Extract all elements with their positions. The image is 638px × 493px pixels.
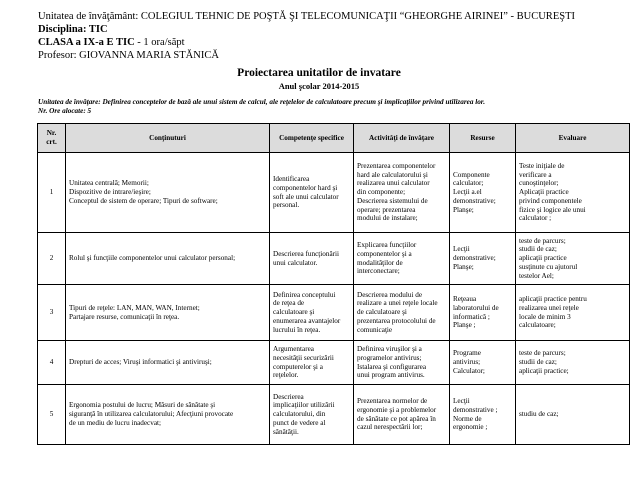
class-hours: - 1 ora/săpt [134,37,185,48]
table-row [38,285,630,341]
learning-unit: Unitatea de învăţare: Definirea conceptelor de bază ale unui sistem de calcul, ale reţelelor de calculatoare precum şi implicaţiilor privind utilizarea lor. [38,98,485,106]
cell-line: calculatoare; [519,321,556,330]
cell-line: studii de caz; [519,358,557,367]
row-evaluare [516,341,630,385]
col-evaluare: Evaluare [516,124,630,153]
cell-line: Istalarea şi configurarea [357,362,427,371]
class-line [38,36,185,49]
cell-line: calculatorului, din [273,410,326,419]
cell-line: soft ale unui calculator [273,192,339,201]
cell-line: Lecţii [453,397,470,406]
cell-line: fizice şi logice ale unui [519,205,586,214]
row-evaluare [516,233,630,285]
row-continut [66,341,270,385]
row-activitati [354,233,450,285]
col-nr: Nr. crt. [38,124,66,153]
row-competente [270,341,354,385]
cell-line: personal. [273,201,300,210]
cell-line: studii de caz; [519,245,557,254]
page-title: Proiectarea unitatilor de invatare [237,67,401,79]
row-activitati [354,153,450,233]
cell-line: Prezentarea normelor de [357,397,428,406]
table-row [38,385,630,445]
cell-line: ergonomie şi a problemelor [357,405,437,414]
cell-line: demonstrative; [453,254,496,263]
cell-line: Definirea conceptului [273,290,336,299]
cell-line: din componente; [357,188,406,197]
cell-line: Reţeaua [453,295,477,304]
cell-line: Unitatea centrală; Memorii; [69,179,149,188]
cell-line: Tipuri de reţele: LAN, MAN, WAN, Internet; [69,303,200,312]
cell-line: Descrierea modului de [357,290,423,299]
discipline-line [38,23,108,36]
cell-line: Descrierea funcţionării [273,249,340,258]
col-continut: Conţinuturi [66,124,270,153]
planning-table [37,123,630,445]
cell-line: informatică ; [453,312,490,321]
cell-line: de sănătate ce pot apărea în [357,414,436,423]
row-activitati [354,385,450,445]
cell-line: Teste iniţiale de [519,162,565,171]
cell-line: componentelor şi a [357,249,412,258]
cell-line: de calculatoare şi [357,308,407,317]
row-activitati [354,341,450,385]
row-resurse [450,385,516,445]
cell-line: Descrierea [273,392,304,401]
cell-line: Ergonomia postului de lucru; Măsuri de sănătate şi [69,401,216,410]
row-resurse [450,233,516,285]
cell-line: implicaţiilor utilizării [273,401,335,410]
table-row [38,341,630,385]
cell-line: demonstrative ; [453,405,498,414]
row-competente [270,285,354,341]
cell-line: Prezentarea componentelor [357,162,436,171]
discipline-value: : TIC [82,24,108,35]
row-activitati [354,285,450,341]
row-competente [270,153,354,233]
cell-line: realizarea unei reţele [519,303,579,312]
cell-line: studiu de caz; [519,410,559,419]
row-evaluare [516,285,630,341]
cell-line: cunoştinţelor; [519,179,559,188]
row-evaluare [516,153,630,233]
cell-line: computerelor şi a [273,362,323,371]
table-row [38,233,630,285]
row-number: 2 [38,233,66,285]
cell-line: Argumentarea [273,345,314,354]
cell-line: Calculator; [453,366,485,375]
row-continut [66,153,270,233]
cell-line: calculatoare şi [273,308,315,317]
cell-line: componentelor hard şi [273,183,338,192]
school-line: Unitatea de învăţământ: COLEGIUL TEHNIC DE POŞTĂ ŞI TELECOMUNICAŢII “GHEORGHE AIRINEI” - BUCUREŞTI [38,11,575,22]
row-number: 5 [38,385,66,445]
cell-line: de reţea de [273,299,305,308]
cell-line: Identificarea [273,175,310,184]
cell-line: aplicaţii practice [519,254,567,263]
cell-line: interconectare; [357,267,400,276]
row-number: 1 [38,153,66,233]
class-label: CLASA a IX-a E TIC [38,37,135,48]
cell-line: prezentarea protocolului de [357,316,436,325]
cell-line: antivirus; [453,358,481,367]
cell-line: siguranţă în utilizarea calculatorului; Afecţiuni provocate [69,410,234,419]
cell-line: lucrului în reţea. [273,325,321,334]
allocated-hours: Nr. Ore alocate: 5 [38,107,92,115]
discipline-label: Disciplina [38,24,83,35]
cell-line: calculator ; [519,214,552,223]
row-competente [270,233,354,285]
col-activitati: Activităţi de învăţare [354,124,450,153]
cell-line: necesităţii securizării [273,353,334,362]
cell-line: Drepturi de acces; Viruşi informatici şi antiviruşi; [69,358,212,367]
cell-line: realizare a unei reţele locale [357,299,438,308]
cell-line: Definirea viruşilor şi a [357,345,422,354]
cell-line: realizarea unui calculator [357,179,430,188]
cell-line: modalităţilor de [357,258,403,267]
cell-line: Lecţii a.el [453,188,482,197]
row-continut [66,285,270,341]
cell-line: cazul nerespectării lor; [357,423,423,432]
cell-line: Planşe; [453,205,474,214]
cell-line: locale de minim 3 [519,312,571,321]
cell-line: enumerarea avantajelor [273,316,341,325]
cell-line: aplicaţii practice; [519,366,569,375]
cell-line: aplicaţii practice pentru [519,295,587,304]
cell-line: Rolul şi funcţiile componentelor unui calculator personal; [69,254,236,263]
cell-line: Aplicaţii practice [519,188,569,197]
cell-line: operare; prezentarea [357,205,416,214]
cell-line: modului de instalare; [357,214,418,223]
cell-line: Planşe; [453,262,474,271]
row-competente [270,385,354,445]
row-number: 4 [38,341,66,385]
cell-line: calculator; [453,179,484,188]
cell-line: susţinute cu ajutorul [519,262,578,271]
cell-line: Norme de [453,414,482,423]
cell-line: ergonomie ; [453,423,488,432]
cell-line: demonstrative; [453,196,496,205]
cell-line: verificare a [519,170,552,179]
row-resurse [450,285,516,341]
cell-line: hard ale calculatorului şi [357,170,428,179]
cell-line: unui calculator. [273,258,318,267]
cell-line: Lecţii [453,245,470,254]
cell-line: sănătăţii. [273,427,299,436]
cell-line: privind componentele [519,196,582,205]
col-resurse: Resurse [450,124,516,153]
cell-line: comunicaţie [357,325,393,334]
cell-line: Descrierea sistemului de [357,196,428,205]
table-header-row [38,124,630,153]
cell-line: reţelelor. [273,371,299,380]
cell-line: punct de vedere al [273,418,326,427]
row-evaluare [516,385,630,445]
cell-line: Componente [453,170,490,179]
cell-line: testelor Ael; [519,271,554,280]
school-year: Anul şcolar 2014-2015 [278,81,360,91]
cell-line: laboratorului de [453,303,499,312]
cell-line: teste de parcurs; [519,236,566,245]
row-resurse [450,153,516,233]
table-row [38,153,630,233]
row-number: 3 [38,285,66,341]
cell-line: Partajare resurse, comunicaţii în reţea. [69,312,180,321]
cell-line: Programe [453,349,481,358]
cell-line: Explicarea funcţiilor [357,241,417,250]
cell-line: de un mediu de lucru inadecvat; [69,418,162,427]
teacher-line: Profesor: GIOVANNA MARIA STĂNICĂ [38,50,219,61]
cell-line: Dispozitive de intrare/ieşire; [69,188,151,197]
cell-line: programelor antivirus; [357,353,422,362]
row-continut [66,385,270,445]
cell-line: Conceptul de sistem de operare; Tipuri de software; [69,196,218,205]
cell-line: unui program antivirus. [357,371,425,380]
cell-line: teste de parcurs; [519,349,566,358]
col-competente: Competenţe specifice [270,124,354,153]
cell-line: Planşe ; [453,321,476,330]
row-continut [66,233,270,285]
row-resurse [450,341,516,385]
